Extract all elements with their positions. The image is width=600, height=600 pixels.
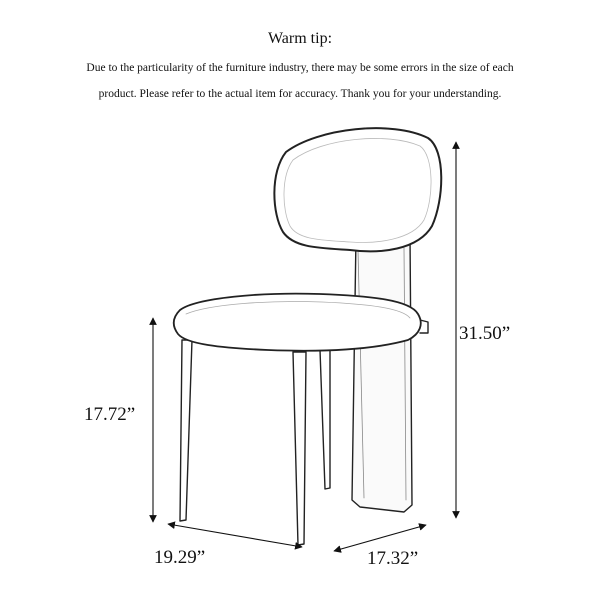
warm-tip-text-line-1: Due to the particularity of the furniture industry, there may be some errors in the size of each: [86, 62, 514, 74]
warm-tip-text-line-2: product. Please refer to the actual item for accuracy. Thank you for your understanding.: [98, 88, 502, 100]
chair-seat: [174, 294, 421, 351]
chair-illustration: [174, 128, 442, 545]
chair-leg-front-left: [180, 340, 192, 521]
total-height-label: 31.50”: [459, 323, 511, 344]
chair-leg-rear: [320, 350, 330, 489]
chair-leg-front-right: [293, 352, 306, 545]
width-arrow: [168, 524, 302, 547]
warm-tip-title: Warm tip:: [267, 30, 333, 47]
width-label: 19.29”: [154, 547, 206, 568]
depth-label: 17.32”: [367, 548, 419, 569]
chair-backrest: [274, 128, 441, 251]
seat-height-label: 17.72”: [84, 404, 136, 425]
